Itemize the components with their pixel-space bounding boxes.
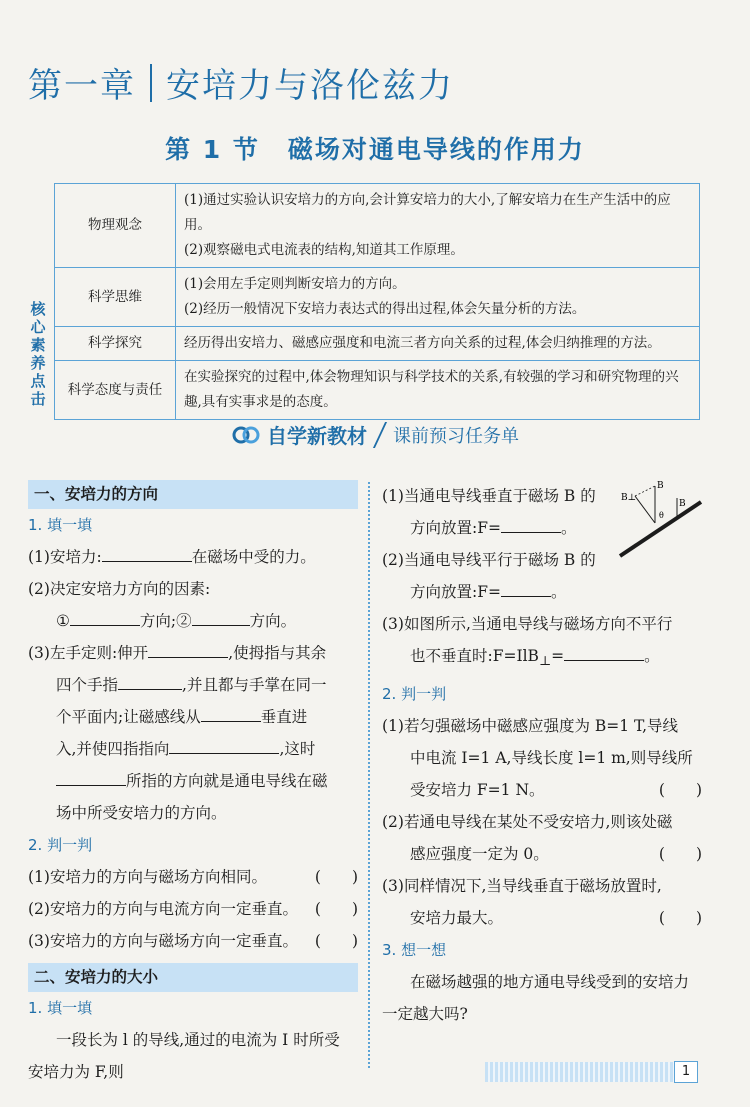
column-divider <box>368 482 370 1068</box>
blank[interactable] <box>70 605 140 626</box>
chapter-title: 安培力与洛伦兹力 <box>166 66 454 106</box>
text-line: (2)决定安培力方向的因素: <box>28 580 211 598</box>
text: (2)安培力的方向与电流方向一定垂直。 <box>28 900 298 918</box>
competency-key: 物理观念 <box>55 184 176 268</box>
text: 在磁场中受的力。 <box>191 548 316 566</box>
text-line: (3)同样情况下,当导线垂直于磁场放置时, <box>382 877 662 896</box>
footer-strip <box>485 1062 695 1082</box>
text: 方向。 <box>249 612 297 630</box>
answer-paren[interactable]: ( ) <box>314 932 358 950</box>
banner-divider <box>373 422 387 448</box>
chain-logo-icon <box>231 425 261 445</box>
text-line: (3)如图所示,当通电导线与磁场方向不平行 <box>382 615 673 633</box>
blank[interactable] <box>564 640 644 661</box>
text: 四个手指 <box>56 676 119 694</box>
competency-key: 科学思维 <box>55 268 176 327</box>
diagram-label: θ <box>659 511 664 520</box>
section-title: 磁场对通电导线的作用力 <box>287 135 585 164</box>
desc-line: 在实验探究的过程中,体会物理知识与科学技术的关系,有较强的学习和研究物理的兴趣,具有实事求是的态度。 <box>184 369 679 410</box>
exercise-label: 2. 判一判 <box>382 685 447 704</box>
text-line: (2)当通电导线平行于磁场 B 的 <box>382 551 596 569</box>
text: 方向;② <box>139 612 192 630</box>
inclined-wire-diagram <box>615 478 705 558</box>
text-line: 安培力为 F,则 <box>28 1063 124 1081</box>
text: ,这时 <box>279 740 316 758</box>
table-row <box>55 327 700 361</box>
table-row <box>55 268 700 327</box>
subsection-heading: 二、安培力的大小 <box>28 963 358 992</box>
text-line <box>382 640 702 678</box>
text: (3)安培力的方向与磁场方向一定垂直。 <box>28 932 298 950</box>
page-number: 1 <box>674 1061 698 1083</box>
subsection-heading: 一、安培力的方向 <box>28 480 358 509</box>
text: (1)安培力: <box>28 548 102 566</box>
answer-paren[interactable]: ( ) <box>658 781 702 800</box>
perp-subscript: ⊥ <box>538 654 552 670</box>
desc-line: 经历得出安培力、磁感应强度和电流三者方向关系的过程,体会归纳推理的方法。 <box>184 335 661 351</box>
desc-line: (2)经历一般情况下安培力表达式的得出过程,体会矢量分析的方法。 <box>184 301 586 317</box>
diagram-label: B <box>657 481 664 491</box>
answer-paren[interactable]: ( ) <box>314 868 358 886</box>
blank[interactable] <box>148 637 228 658</box>
text: (1)安培力的方向与磁场方向相同。 <box>28 868 267 886</box>
text: 安培力最大。 <box>410 909 504 928</box>
formula: 也不垂直时:F=IlB <box>410 647 539 665</box>
core-literacy-tag: 核心素养点击 <box>30 300 46 408</box>
text-line <box>28 669 358 701</box>
text-line: (1)当通电导线垂直于磁场 B 的 <box>382 487 596 505</box>
text: 方向放置:F= <box>410 519 501 537</box>
text-line <box>28 701 358 733</box>
exercise-label: 1. 填一填 <box>28 999 93 1017</box>
exercise-label: 1. 填一填 <box>28 516 93 534</box>
competency-key: 科学探究 <box>55 327 176 361</box>
answer-paren[interactable]: ( ) <box>314 900 358 918</box>
chapter-heading <box>28 58 454 107</box>
text-line: 一定越大吗? <box>382 1005 468 1024</box>
desc-line: (1)通过实验认识安培力的方向,会计算安培力的大小,了解安培力在生产生活中的应用。 <box>184 192 671 233</box>
text-line <box>28 733 358 765</box>
judge-item <box>382 902 702 934</box>
table-row <box>55 361 700 420</box>
blank[interactable] <box>201 701 261 722</box>
competency-key: 科学态度与责任 <box>55 361 176 420</box>
vector-b-perp <box>635 496 655 523</box>
blank[interactable] <box>169 733 279 754</box>
blank[interactable] <box>118 669 182 690</box>
answer-paren[interactable]: ( ) <box>658 845 702 864</box>
competency-desc <box>176 327 700 361</box>
text: ,使拇指与其余 <box>228 644 327 662</box>
judge-item <box>28 861 358 893</box>
text: 入,并使四指指向 <box>56 740 170 758</box>
left-column <box>28 480 358 1088</box>
text-line: (1)若匀强磁场中磁感应强度为 B=1 T,导线 <box>382 717 679 736</box>
text-line <box>28 765 358 797</box>
diagram-label: B⊥ <box>621 493 637 503</box>
text: 。 <box>550 583 567 601</box>
desc-line: (2)观察磁电式电流表的结构,知道其工作原理。 <box>184 242 464 258</box>
vector-b-parallel <box>635 486 655 496</box>
text: (3)左手定则:伸开 <box>28 644 149 662</box>
text-line <box>28 541 358 573</box>
judge-item <box>28 925 358 957</box>
blank[interactable] <box>501 512 561 533</box>
blank[interactable] <box>102 541 192 562</box>
text-line: 场中所受安培力的方向。 <box>56 804 227 822</box>
text: 个平面内;让磁感线从 <box>56 708 201 726</box>
text: ① <box>56 612 70 630</box>
text-line: 中电流 I=1 A,导线长度 l=1 m,则导线所 <box>410 749 693 768</box>
competency-desc <box>176 268 700 327</box>
text: 垂直进 <box>260 708 308 726</box>
competency-table <box>54 183 700 420</box>
blank[interactable] <box>56 765 126 786</box>
chapter-number: 第一章 <box>28 66 136 106</box>
table-row <box>55 184 700 268</box>
competency-desc <box>176 184 700 268</box>
text: 。 <box>560 519 577 537</box>
judge-item <box>382 838 702 870</box>
text: 受安培力 F=1 N。 <box>410 781 545 800</box>
right-column <box>382 480 702 1030</box>
judge-item <box>28 893 358 925</box>
banner-title: 自学新教材 <box>267 424 367 448</box>
competency-desc <box>176 361 700 420</box>
text: 所指的方向就是通电导线在磁 <box>126 772 328 790</box>
text: 。 <box>644 647 660 665</box>
text: = <box>551 647 565 665</box>
blank[interactable] <box>501 576 551 597</box>
text: 方向放置:F= <box>410 583 501 601</box>
blank[interactable] <box>192 605 250 626</box>
section-number: 第 1 节 <box>165 135 260 164</box>
text-line <box>28 605 358 637</box>
text-line: 在磁场越强的地方通电导线受到的安培力 <box>410 973 690 992</box>
chapter-divider <box>150 64 152 102</box>
text-line <box>382 576 702 608</box>
exercise-label: 3. 想一想 <box>382 941 447 960</box>
text-line: (2)若通电导线在某处不受安培力,则该处磁 <box>382 813 673 832</box>
desc-line: (1)会用左手定则判断安培力的方向。 <box>184 276 406 292</box>
text: 感应强度一定为 0。 <box>410 845 549 864</box>
text-line: 一段长为 l 的导线,通过的电流为 I 时所受 <box>56 1031 340 1049</box>
banner-subtitle: 课前预习任务单 <box>393 425 519 447</box>
diagram-label: B <box>679 499 686 509</box>
exercise-label: 2. 判一判 <box>28 836 93 854</box>
answer-paren[interactable]: ( ) <box>658 909 702 928</box>
text: ,并且都与手掌在同一 <box>182 676 327 694</box>
section-banner <box>0 420 750 449</box>
section-heading <box>0 130 750 166</box>
text-line <box>28 637 358 669</box>
judge-item <box>382 774 702 806</box>
